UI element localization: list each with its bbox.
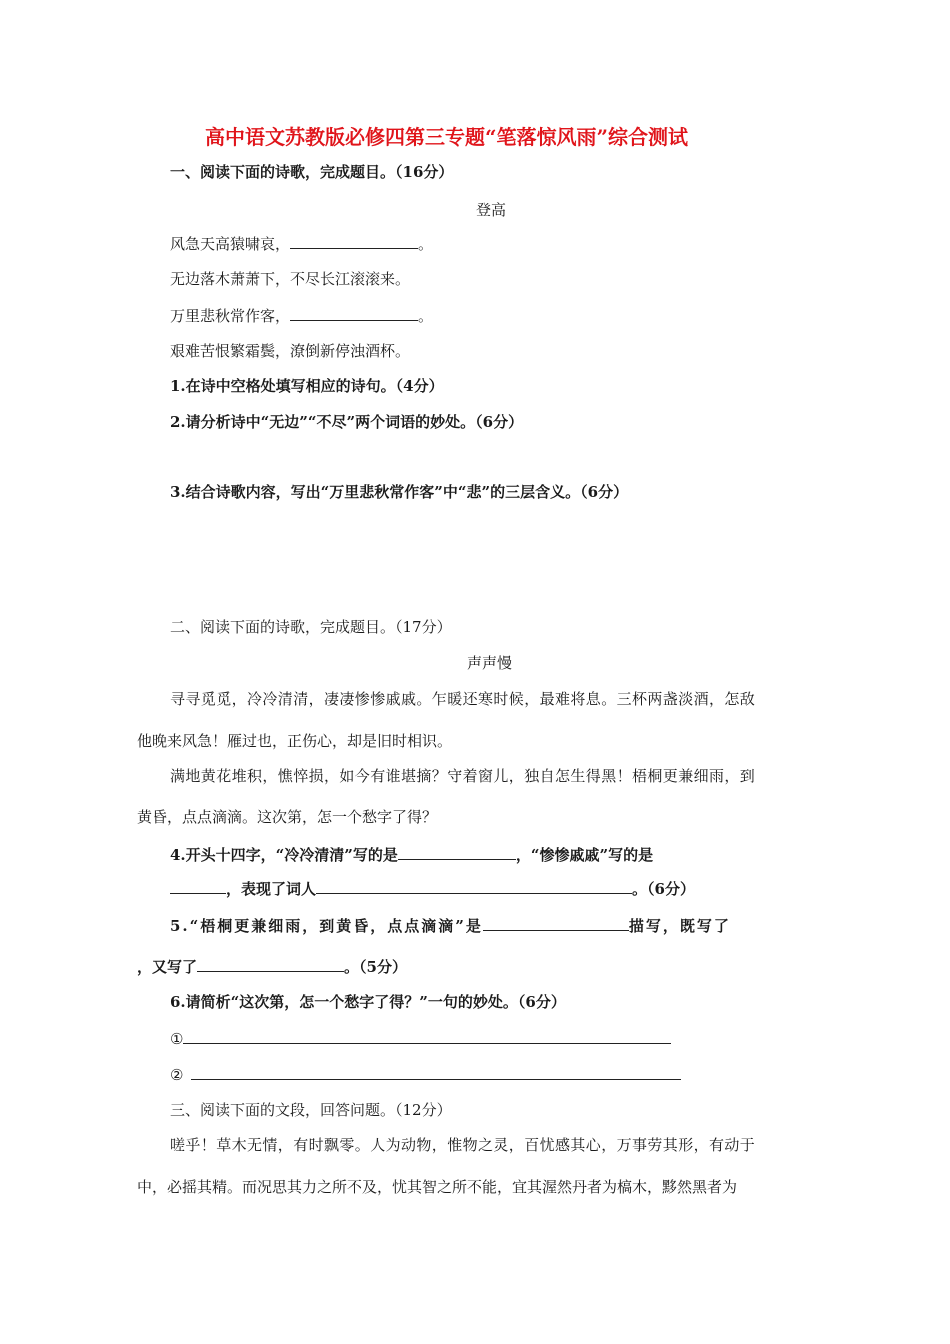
passage-line-1: 嗟乎！草木无情，有时飘零。人为动物，惟物之灵，百忧感其心，万事劳其形，有动于 (170, 1136, 756, 1154)
passage-line-2: 中，必摇其精。而况思其力之所不及，忧其智之所不能，宜其渥然丹者为槁木，黟然黑者为 (137, 1178, 738, 1196)
poem-line-2: 无边落木萧萧下，不尽长江滚滚来。 (170, 270, 411, 288)
question-5-text-c: ，又写了 (137, 958, 198, 976)
question-4-line-2 (170, 878, 695, 899)
fill-blank[interactable] (316, 878, 632, 894)
question-4-text-d: 。（6分） (632, 880, 695, 898)
question-3: 3.结合诗歌内容，写出“万里悲秋常作客”中“悲”的三层含义。（6分） (170, 483, 629, 501)
fill-blank[interactable] (290, 305, 418, 321)
question-4-line-1 (170, 844, 653, 865)
section-3-heading: 三、阅读下面的文段，回答问题。（12分） (170, 1101, 452, 1119)
question-4-text-b: ，“惨惨戚戚”写的是 (515, 846, 654, 864)
answer-marker-1: ① (170, 1030, 184, 1048)
question-6: 6.请简析“这次第，怎一个愁字了得？”一句的妙处。（6分） (170, 993, 566, 1011)
section-1-heading: 一、阅读下面的诗歌，完成题目。（16分） (170, 163, 454, 181)
poem-paragraph-2-line-2: 黄昏，点点滴滴。这次第，怎一个愁字了得？ (137, 808, 438, 826)
question-5-line-1 (170, 915, 731, 936)
poem-paragraph-2-line-1: 满地黄花堆积，憔悴损，如今有谁堪摘？守着窗儿，独自怎生得黑！梧桐更兼细雨，到 (170, 767, 756, 785)
poem-line-4: 艰难苦恨繁霜鬓，潦倒新停浊酒杯。 (170, 342, 411, 360)
question-4-text-a: 4.开头十四字，“冷冷清清”写的是 (170, 846, 398, 864)
fill-blank[interactable] (170, 878, 226, 894)
answer-line-1 (170, 1028, 671, 1049)
section-2-heading: 二、阅读下面的诗歌，完成题目。（17分） (170, 618, 452, 636)
answer-blank-1[interactable] (183, 1028, 671, 1044)
fill-blank[interactable] (483, 915, 629, 931)
question-5-text-d: 。（5分） (344, 958, 407, 976)
poem-line-3-end: 。 (418, 307, 434, 325)
fill-blank[interactable] (197, 956, 344, 972)
answer-marker-2: ② (170, 1066, 184, 1084)
poem-title-denggao: 登高 (476, 201, 507, 219)
poem-line-3 (170, 305, 433, 326)
question-5-text-b: 描写，既写了 (628, 917, 731, 935)
question-5-line-2 (137, 956, 407, 977)
fill-blank[interactable] (398, 844, 516, 860)
page-title: 高中语文苏教版必修四第三专题“笔落惊风雨”综合测试 (205, 125, 689, 149)
fill-blank[interactable] (290, 233, 418, 249)
poem-line-1 (170, 233, 433, 254)
question-5-text-a: 5.“梧桐更兼细雨，到黄昏，点点滴滴”是 (170, 917, 483, 935)
poem-line-3-text: 万里悲秋常作客， (170, 307, 291, 325)
answer-line-2 (170, 1064, 681, 1085)
question-1: 1.在诗中空格处填写相应的诗句。（4分） (170, 377, 444, 395)
poem-paragraph-1-line-1: 寻寻觅觅，冷冷清清，凄凄惨惨戚戚。乍暖还寒时候，最难将息。三杯两盏淡酒，怎敌 (170, 690, 756, 708)
question-2: 2.请分析诗中“无边”“不尽”两个词语的妙处。（6分） (170, 413, 524, 431)
poem-paragraph-1-line-2: 他晚来风急！雁过也，正伤心，却是旧时相识。 (137, 732, 453, 750)
poem-title-shengshengman: 声声慢 (467, 654, 513, 672)
answer-blank-2[interactable] (191, 1064, 681, 1080)
poem-line-1-text: 风急天高猿啸哀， (170, 235, 291, 253)
question-4-text-c: ，表现了词人 (226, 880, 317, 898)
poem-line-1-end: 。 (418, 235, 434, 253)
